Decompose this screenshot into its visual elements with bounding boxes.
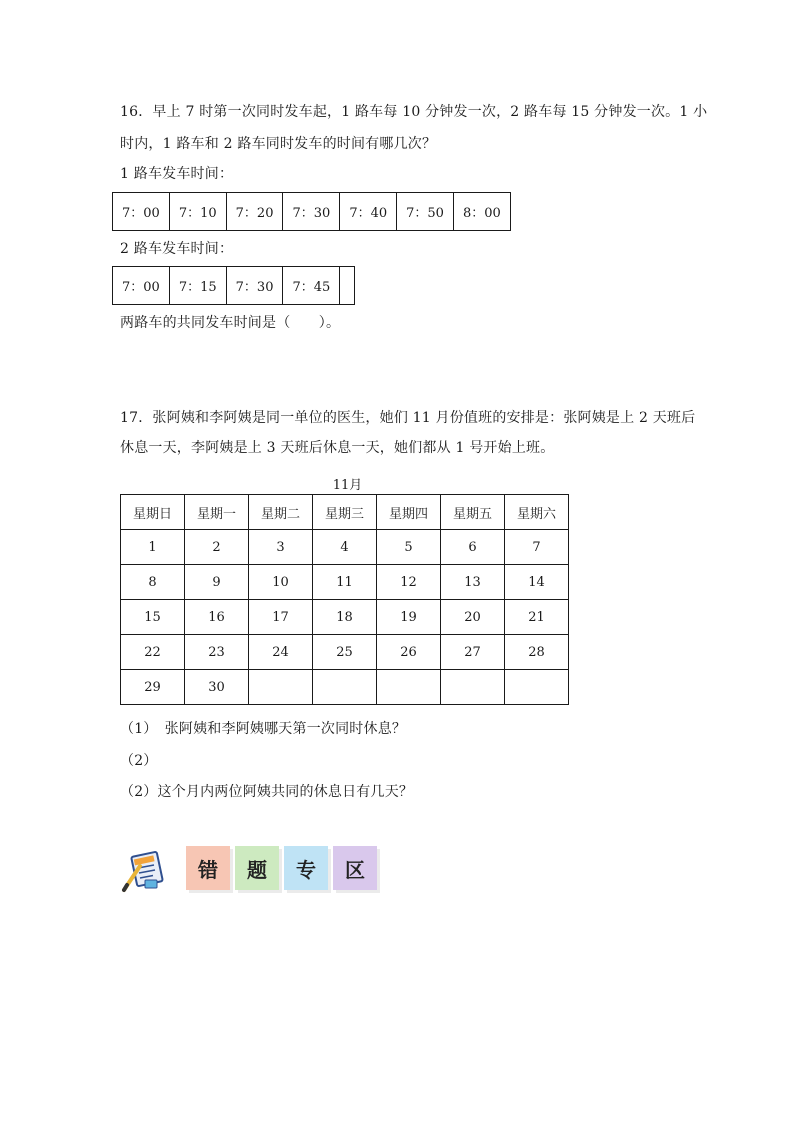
weekday-header: 星期一: [185, 495, 249, 530]
calendar-day: 6: [441, 530, 505, 565]
calendar-day: 19: [377, 600, 441, 635]
bus2-times-row: [113, 267, 355, 305]
bus1-times-row: [113, 193, 511, 231]
calendar-day: 27: [441, 635, 505, 670]
bus2-schedule-table: [112, 266, 355, 305]
calendar-day: 23: [185, 635, 249, 670]
banner-char-tile: 专: [284, 846, 328, 890]
weekday-header: 星期日: [121, 495, 185, 530]
notebook-pencil-icon: [120, 850, 166, 894]
calendar-title: 11月: [332, 478, 363, 493]
calendar-day: [505, 670, 569, 705]
calendar-day: 11: [313, 565, 377, 600]
weekday-header: 星期四: [377, 495, 441, 530]
weekday-header: 星期五: [441, 495, 505, 530]
bus2-label: 2 路车发车时间：: [120, 241, 234, 257]
calendar-day: 21: [505, 600, 569, 635]
calendar-day: 14: [505, 565, 569, 600]
calendar-day: 3: [249, 530, 313, 565]
q17-subquestion-2: （2）: [120, 753, 158, 769]
weekday-header: 星期二: [249, 495, 313, 530]
calendar-day: 20: [441, 600, 505, 635]
q17-subquestion-3: （2）这个月内两位阿姨共同的休息日有几天？: [120, 784, 414, 800]
calendar-week-row: [121, 670, 569, 705]
calendar-day: 1: [121, 530, 185, 565]
calendar-day: [377, 670, 441, 705]
calendar-day: 17: [249, 600, 313, 635]
calendar-week-row: [121, 635, 569, 670]
calendar-day: 13: [441, 565, 505, 600]
calendar-day: 29: [121, 670, 185, 705]
banner-char-tile: 区: [333, 846, 377, 890]
calendar-header-row: [121, 495, 569, 530]
q17-subquestion-1: （1） 张阿姨和李阿姨哪天第一次同时休息？: [120, 721, 407, 737]
calendar-day: 8: [121, 565, 185, 600]
banner-char-tile: 错: [186, 846, 230, 890]
calendar-week-row: [121, 600, 569, 635]
bus2-time-cell: 7：30: [226, 267, 283, 305]
bus1-time-cell: 7：50: [397, 193, 454, 231]
bus2-time-cell: 7：00: [113, 267, 170, 305]
bus1-time-cell: 7：40: [340, 193, 397, 231]
calendar-day: 30: [185, 670, 249, 705]
calendar-day: 15: [121, 600, 185, 635]
weekday-header: 星期三: [313, 495, 377, 530]
calendar-day: 5: [377, 530, 441, 565]
q16-text-line2: 时内，1 路车和 2 路车同时发车的时间有哪几次？: [120, 136, 437, 152]
bus2-time-cell: 7：45: [283, 267, 340, 305]
q17-text-line1: 17．张阿姨和李阿姨是同一单位的医生，她们 11 月份值班的安排是：张阿姨是上 2 天班后: [120, 410, 696, 426]
november-calendar: [120, 494, 569, 705]
calendar-day: 26: [377, 635, 441, 670]
bus1-time-cell: 8：00: [453, 193, 510, 231]
calendar-day: 28: [505, 635, 569, 670]
calendar-day: [441, 670, 505, 705]
calendar-day: 12: [377, 565, 441, 600]
calendar-day: 22: [121, 635, 185, 670]
calendar-day: [313, 670, 377, 705]
q16-answer-line[interactable]: 两路车的共同发车时间是（ ）。: [120, 315, 341, 331]
bus1-time-cell: 7：00: [113, 193, 170, 231]
banner-char-tile: 题: [235, 846, 279, 890]
q17-text-line2: 休息一天，李阿姨是上 3 天班后休息一天，她们都从 1 号开始上班。: [120, 440, 555, 456]
calendar-day: 18: [313, 600, 377, 635]
bus1-time-cell: 7：20: [226, 193, 283, 231]
calendar-day: 2: [185, 530, 249, 565]
calendar-week-row: [121, 565, 569, 600]
calendar-day: 4: [313, 530, 377, 565]
bus1-schedule-table: [112, 192, 511, 231]
bus2-time-cell: 7：15: [169, 267, 226, 305]
calendar-day: 9: [185, 565, 249, 600]
bus1-time-cell: 7：30: [283, 193, 340, 231]
bus2-time-cell-blank[interactable]: [340, 267, 355, 305]
calendar-day: 7: [505, 530, 569, 565]
bus1-time-cell: 7：10: [169, 193, 226, 231]
calendar-day: 24: [249, 635, 313, 670]
weekday-header: 星期六: [505, 495, 569, 530]
q16-text-line1: 16．早上 7 时第一次同时发车起，1 路车每 10 分钟发一次，2 路车每 15 分钟发一次。1 小: [120, 104, 708, 120]
calendar-day: [249, 670, 313, 705]
calendar-week-row: [121, 530, 569, 565]
calendar-day: 16: [185, 600, 249, 635]
bus1-label: 1 路车发车时间：: [120, 166, 234, 182]
calendar-day: 25: [313, 635, 377, 670]
calendar-day: 10: [249, 565, 313, 600]
